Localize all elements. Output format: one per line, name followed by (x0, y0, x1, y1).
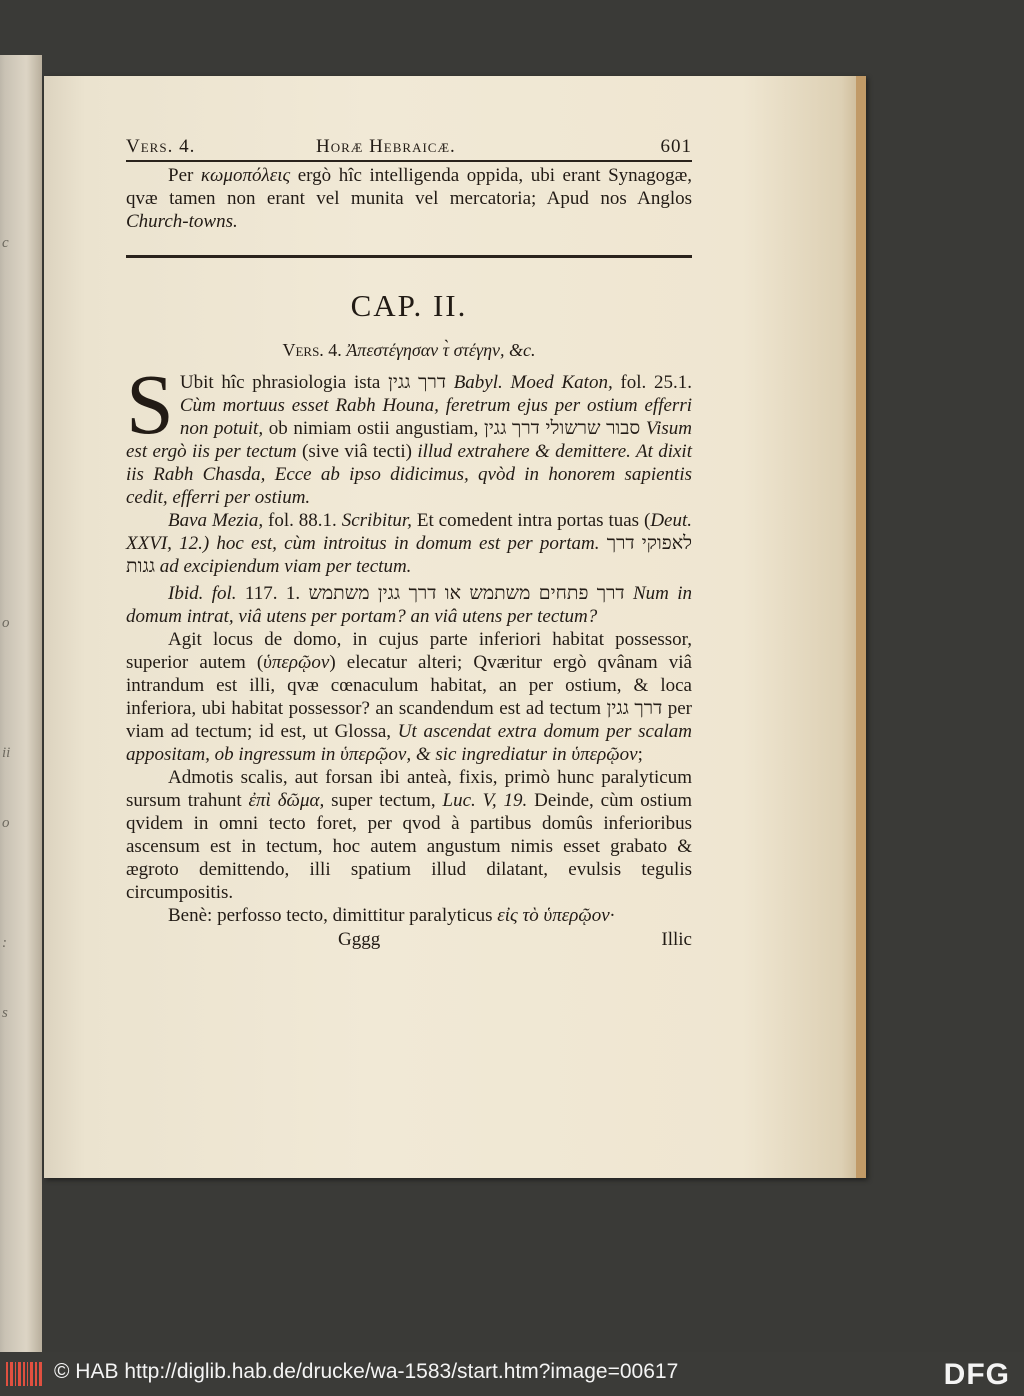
book-page (44, 76, 866, 1178)
header-title: Horæ Hebraicæ. (316, 136, 456, 157)
header-verse: Vers. 4. (126, 136, 196, 157)
paragraph-4: Agit locus de domo, in cujus parte inferiori habitat possessor, superior autem (ὑπερῷον) elecatur alteri; Qværitur ergò qvânam viâ intrandum est illi, qvæ cœnaculum habitat, an per ostium, & loca inferiora, ubi habitat possessor? an scandendum est ad tectum דרך גגין per viam ad tectum; id est, ut Glossa, Ut ascendat extra domum per scalam appositam, ob ingressum in ὑπερῷον, & sic ingrediatur in ὑπερῷον; (126, 629, 692, 765)
page-edge (856, 76, 866, 1178)
paragraph-1: S Ubit hîc phrasiologia ista דרך גגין Babyl. Moed Katon, fol. 25.1. Cùm mortuus esset Rabh Houna, feretrum ejus per ostium efferri non potuit, ob nimiam ostii angustiam, סבור שרשולי דרך גגין Visum est ergò iis per tectum (sive viâ tecti) illud extrahere & demittere. At dixit iis Rabh Chasda, Ecce ab ipso didicimus, qvòd in honorem sapientis cedit, efferri per ostium. (126, 356, 693, 508)
copyright-link[interactable]: © HAB http://diglib.hab.de/drucke/wa-1583/start.htm?image=00617 (54, 1360, 679, 1383)
paragraph-6: Benè: perfosso tecto, dimittitur paralyticus εἰς τὸ ὑπερῷον· (168, 905, 615, 926)
paragraph-top: Per κωμοπόλεις ergò hîc intelligenda oppida, ubi erant Synagogæ, qvæ tamen non erant vel munita vel mercatoria; Apud nos Anglos Church-towns. (126, 165, 693, 232)
dfg-logo: DFG (943, 1358, 1010, 1391)
previous-page-edge: c o ii o : s (0, 55, 42, 1352)
chapter-title: CAP. II. (350, 288, 468, 323)
paragraph-2: Bava Mezia, fol. 88.1. Scribitur, Et comedent intra portas tuas (Deut. XXVI, 12.) hoc est, cùm introitus in domum est per portam. לאפוקי דרך גגות ad excipiendum viam per tectum. (126, 510, 693, 577)
page-content (126, 134, 692, 955)
viewer-footer (0, 1352, 1024, 1396)
signature-mark: Gggg (338, 929, 381, 950)
barcode-icon (6, 1360, 44, 1388)
paragraph-5: Admotis scalis, aut forsan ibi anteà, fixis, primò hunc paralyticum sursum trahunt ἐπὶ δῶμα, super tectum, Luc. V, 19. Deinde, cùm ostium qvidem in omni tecto foret, per qvod à partibus domûs inferioribus ascensum est in tectum, hoc autem angustum nimis esset grabato & ægroto demittendo, illi spatium illud dilatant, evulsis tegulis circumpositis. (126, 767, 693, 903)
running-header (126, 134, 692, 162)
page-number: 601 (660, 136, 692, 157)
paragraph-3: Ibid. fol. 117. 1. דרך פתחים משתמש או דרך גגין משתמש Num in domum intrat, viâ utens per portam? an viâ utens per tectum? (126, 583, 692, 627)
verse-heading: Vers. 4. Ἀπεστέγησαν τ̀ στέγην, &c. (282, 340, 536, 360)
catchline (126, 929, 692, 955)
catchword: Illic (661, 929, 692, 950)
section-rule (126, 255, 692, 258)
drop-cap: S (126, 356, 174, 452)
